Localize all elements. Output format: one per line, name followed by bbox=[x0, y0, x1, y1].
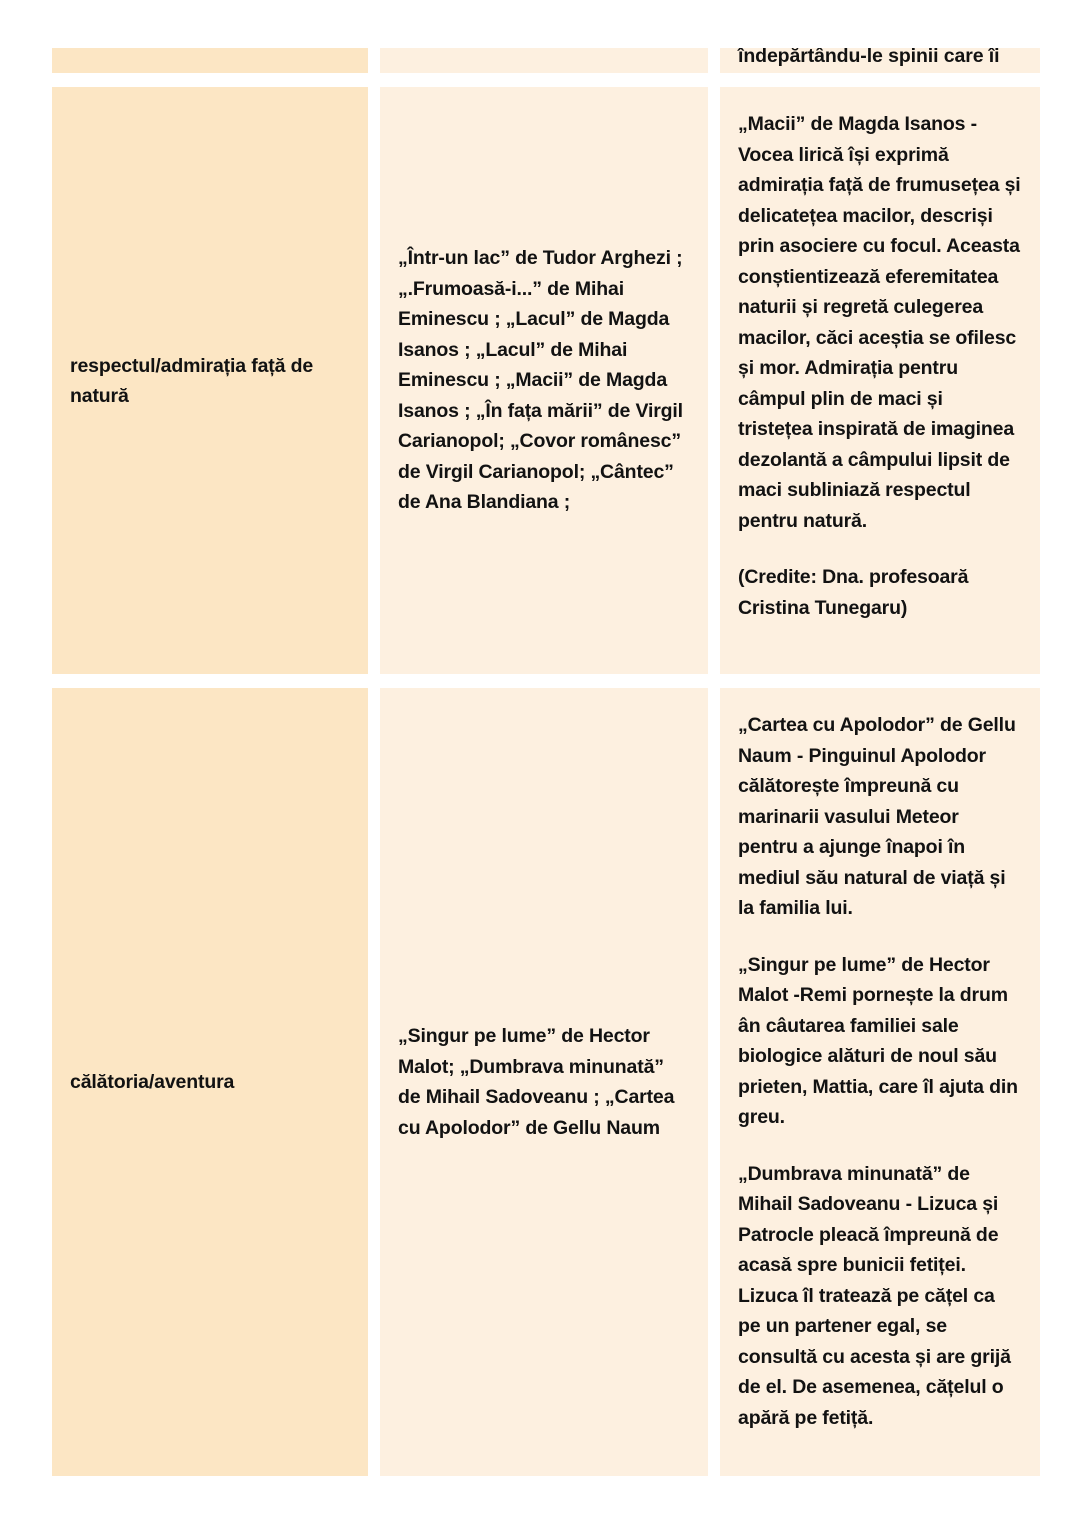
works-list bbox=[398, 1021, 690, 1143]
table-cell-details bbox=[720, 688, 1040, 1476]
credits-paragraph: (Credite: Dna. profesoară Cristina Tunegaru) bbox=[738, 566, 969, 619]
table-cell-clipped-works bbox=[380, 48, 708, 73]
table-cell-clipped-category bbox=[52, 48, 368, 73]
detail-paragraph: „Singur pe lume” de Hector Malot -Remi pornește la drum ân câutarea familiei sale biologice alături de noul său prieten, Mattia, care îl ajuta din greu. bbox=[738, 953, 1018, 1128]
works-list bbox=[398, 243, 690, 518]
table-cell-details bbox=[720, 87, 1040, 674]
detail-paragraph: „Dumbrava minunată” de Mihail Sadoveanu - Lizuca și Patrocle pleacă împreună de acasă spre bunicii fetiței. Lizuca îl tratează pe cățel ca pe un partener egal, se consultă cu acesta și are grijă de el. De asemenea, cățelul o apără pe fetiță. bbox=[738, 1162, 1011, 1429]
category-label: călătoria/aventura bbox=[70, 1071, 235, 1093]
table-cell-category bbox=[52, 688, 368, 1476]
table-cell-works bbox=[380, 688, 708, 1476]
detail-paragraph: „Macii” de Magda Isanos - Vocea lirică își exprimă admirația față de frumusețea și delicatețea macilor, descriși prin asociere cu focul. Aceasta conștientizează eferemitatea naturii și regretă culegerea macilor, căci aceștia se ofilesc și mor. Admirația pentru câmpul plin de maci și tristețea inspirată de imaginea dezolantă a câmpului lipsit de maci subliniază respectul pentru natură. bbox=[738, 113, 1021, 532]
table-cell-category bbox=[52, 87, 368, 674]
detail-paragraph: „Cartea cu Apolodor” de Gellu Naum - Pinguinul Apolodor călătorește împreună cu marinarii vasului Meteor pentru a ajunge înapoi în mediul său natural de viață și la familia lui. bbox=[738, 714, 1016, 919]
table-cell-works bbox=[380, 87, 708, 674]
themes-table bbox=[52, 48, 1028, 1476]
works-text: „Singur pe lume” de Hector Malot; „Dumbrava minunată” de Mihail Sadoveanu ; „Cartea cu Apolodor” de Gellu Naum bbox=[398, 1025, 675, 1139]
works-text: „Într-un lac” de Tudor Arghezi ; „.Frumoasă-i...” de Mihai Eminescu ; „Lacul” de Magda Isanos ; „Lacul” de Mihai Eminescu ; „Macii” de Magda Isanos ; „În fața mării” de Virgil Carianopol; „Covor românesc” de Virgil Carianopol; „Cântec” de Ana Blandiana ; bbox=[398, 247, 683, 514]
clipped-details-text: îndepărtându-le spinii care îi bbox=[738, 48, 1000, 67]
table-cell-clipped-details bbox=[720, 48, 1040, 73]
category-label: respectul/admirația față de natură bbox=[70, 354, 314, 407]
